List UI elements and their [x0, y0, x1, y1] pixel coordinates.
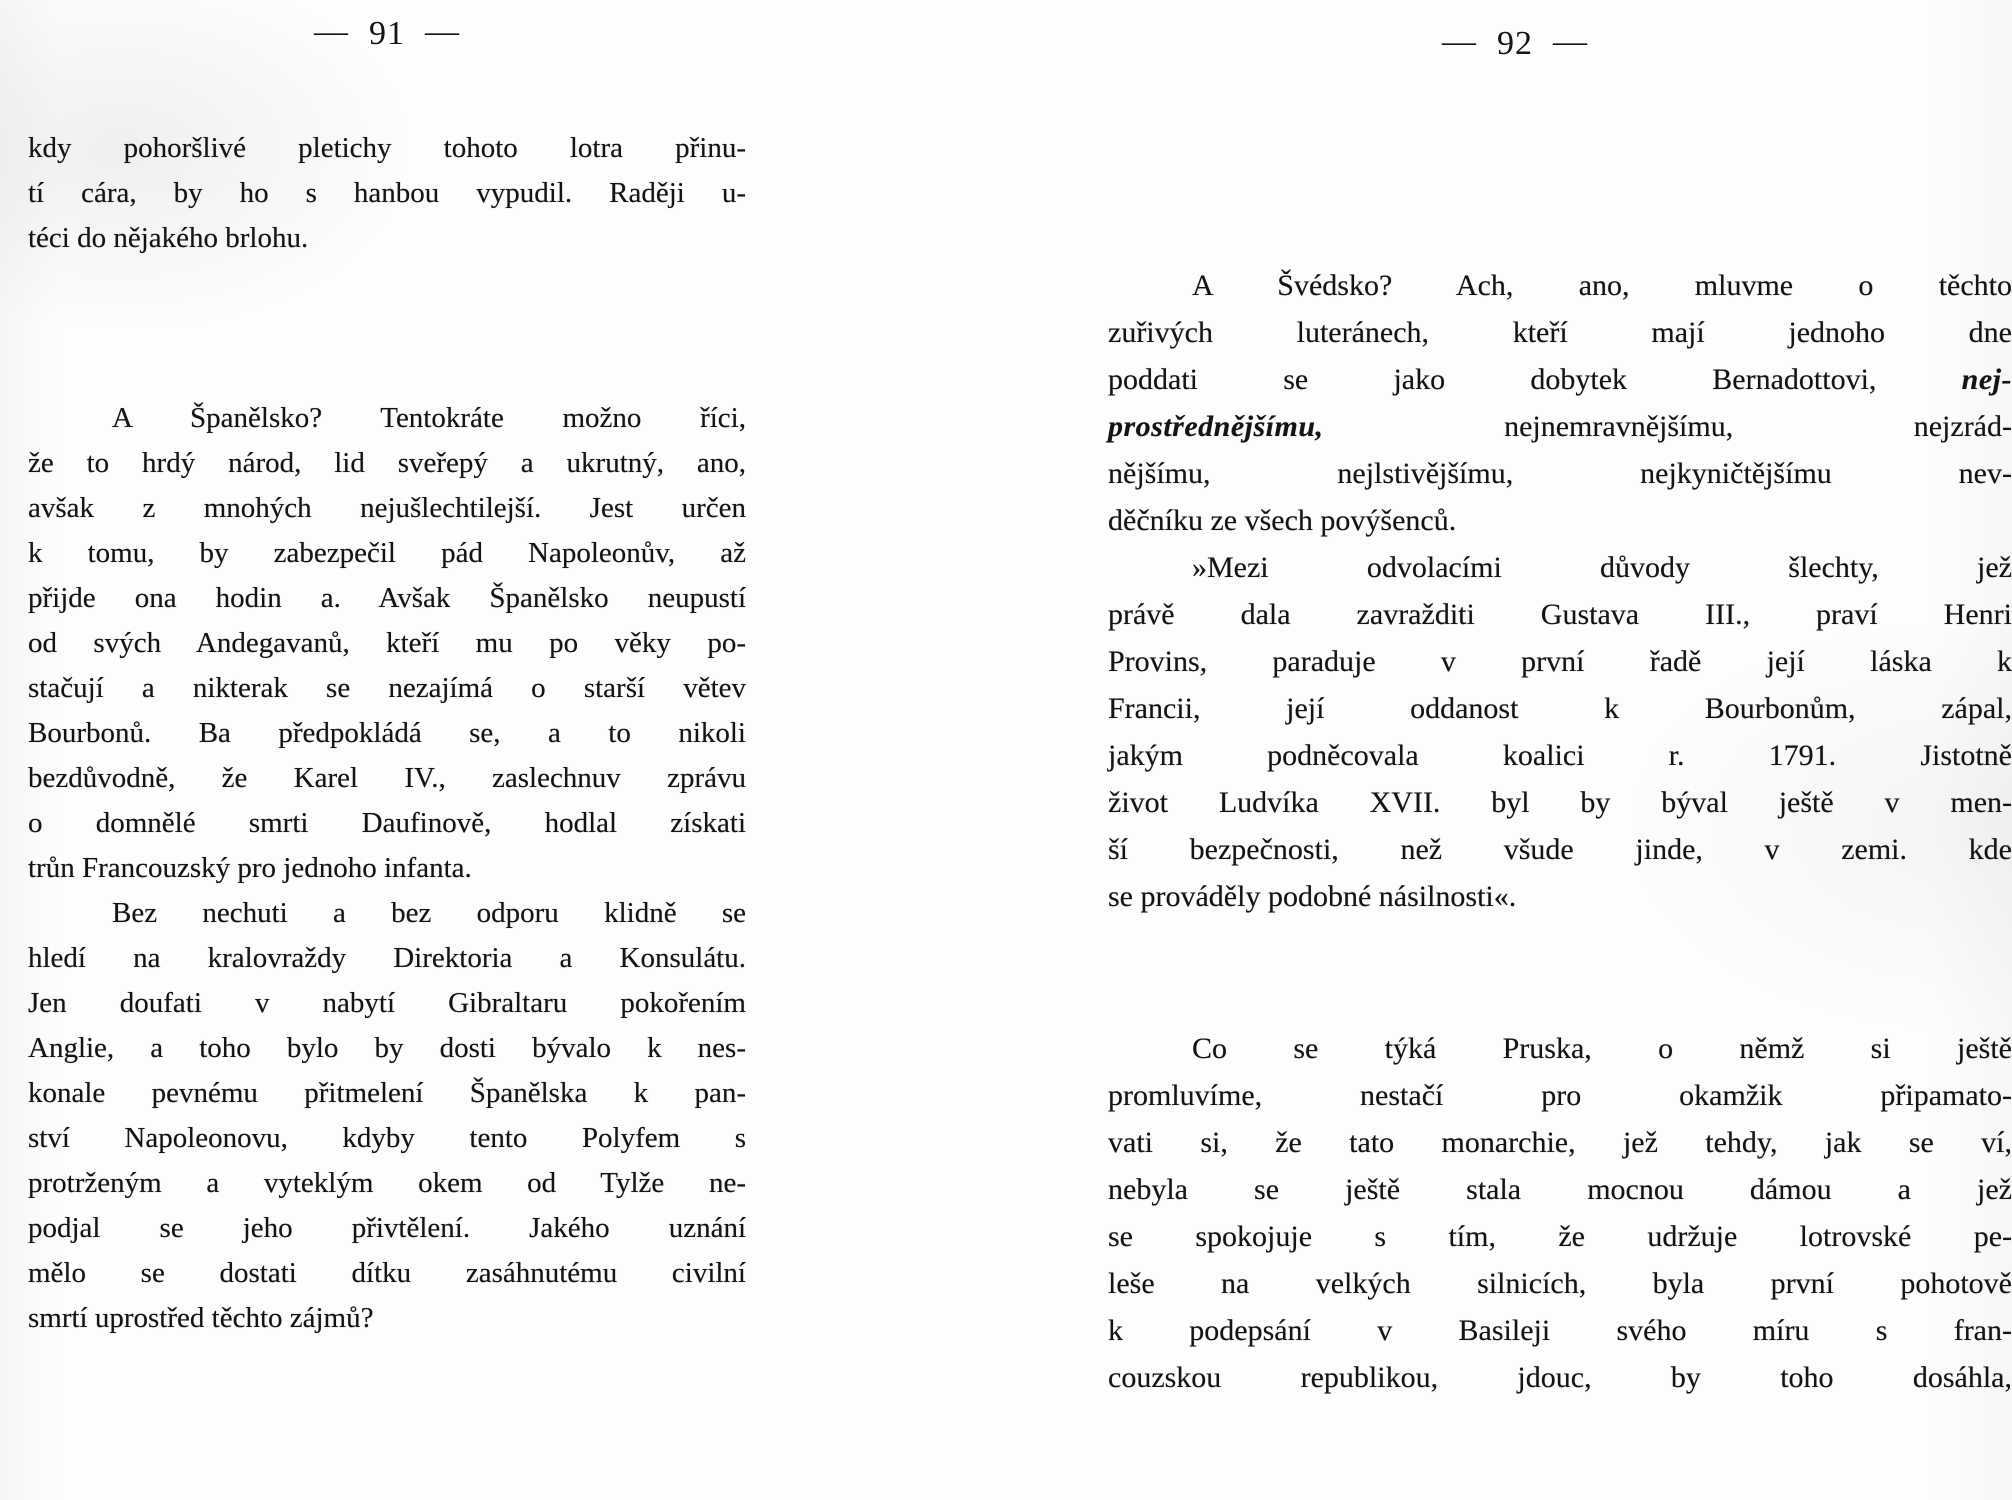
text-line	[1108, 826, 2012, 873]
text-line	[28, 1026, 746, 1071]
text-segment: Anglie, a toho bylo by dosti bývalo k nes-	[28, 1032, 746, 1064]
text-segment: ství Napoleonovu, kdyby tento Polyfem s	[28, 1122, 746, 1154]
text-segment: se spokojuje s tím, že udržuje lotrovské pe-	[1108, 1220, 2012, 1253]
text-line	[28, 441, 746, 486]
text-segment: jakým podněcovala koalici r. 1791. Jistotně	[1108, 739, 2012, 772]
text-line	[28, 891, 746, 936]
text-line	[28, 846, 746, 891]
text-segment: kdy pohoršlivé pletichy tohoto lotra přinu-	[28, 132, 746, 164]
page-number: 91	[369, 15, 405, 52]
text-line	[28, 216, 746, 261]
page-92	[1108, 0, 2012, 1500]
text-segment: život Ludvíka XVII. byl by býval ještě v men-	[1108, 786, 2012, 819]
text-line	[1108, 544, 2012, 591]
text-segment: stačují a nikterak se nezajímá o starší větev	[28, 672, 746, 704]
paragraph	[1108, 544, 2012, 920]
text-segment: Co se týká Pruska, o němž si ještě	[1192, 1032, 2012, 1065]
text-segment: od svých Andegavanů, kteří mu po věky po-	[28, 627, 746, 659]
text-line	[1108, 779, 2012, 826]
text-segment: podjal se jeho přivtělení. Jakého uznání	[28, 1212, 746, 1244]
text-segment: že to hrdý národ, lid sveřepý a ukrutný, ano,	[28, 447, 746, 479]
text-segment: mělo se dostati dítku zasáhnutému civilní	[28, 1257, 746, 1289]
header-dash-right: —	[425, 13, 460, 50]
page-text-column	[1108, 262, 2012, 1401]
text-segment: smrtí uprostřed těchto zájmů?	[28, 1302, 374, 1334]
text-line	[1108, 873, 2012, 920]
text-segment: hledí na kralovraždy Direktoria a Konsulátu.	[28, 942, 746, 974]
text-line	[28, 711, 746, 756]
text-line	[1108, 1072, 2012, 1119]
text-line	[28, 981, 746, 1026]
text-line	[1108, 732, 2012, 779]
text-line	[28, 1161, 746, 1206]
text-line	[28, 1071, 746, 1116]
text-segment: trůn Francouzský pro jednoho infanta.	[28, 852, 472, 884]
header-dash-left: —	[1442, 23, 1477, 60]
text-segment: A Španělsko? Tentokráte možno říci,	[112, 402, 746, 434]
page-header	[28, 12, 746, 56]
text-line	[28, 1296, 746, 1341]
header-dash-right: —	[1553, 23, 1588, 60]
text-segment: protrženým a vyteklým okem od Tylže ne-	[28, 1167, 746, 1199]
emphasized-text: prostřednějšímu,	[1108, 410, 1324, 443]
text-line	[28, 531, 746, 576]
text-line	[28, 171, 746, 216]
text-line	[1108, 591, 2012, 638]
text-segment: Provins, paraduje v první řadě její láska k	[1108, 645, 2012, 678]
text-segment: o domnělé smrti Daufinově, hodlal získati	[28, 807, 746, 839]
text-segment: promluvíme, nestačí pro okamžik připamato-	[1108, 1079, 2012, 1112]
paragraph	[1108, 1025, 2012, 1401]
text-segment: téci do nějakého brlohu.	[28, 222, 309, 254]
text-line	[1108, 309, 2012, 356]
text-line	[28, 801, 746, 846]
text-segment: přijde ona hodin a. Avšak Španělsko neupustí	[28, 582, 746, 614]
page-text-column	[28, 126, 746, 1341]
text-line	[1108, 1166, 2012, 1213]
text-segment: tí cára, by ho s hanbou vypudil. Raději u-	[28, 177, 746, 209]
text-line	[1108, 1354, 2012, 1401]
text-segment: k podepsání v Basileji svého míru s fran-	[1108, 1314, 2012, 1347]
text-line	[1108, 1213, 2012, 1260]
text-segment: se prováděly podobné násilnosti«.	[1108, 880, 1517, 913]
paragraph	[28, 396, 746, 891]
paragraph	[28, 891, 746, 1341]
text-line	[28, 1206, 746, 1251]
page-number: 92	[1497, 25, 1533, 62]
page-91	[28, 0, 746, 1500]
text-line	[1108, 1025, 2012, 1072]
text-line	[28, 576, 746, 621]
text-segment: Bourbonů. Ba předpokládá se, a to nikoli	[28, 717, 746, 749]
text-line	[28, 396, 746, 441]
text-segment: právě dala zavražditi Gustava III., praví Henri	[1108, 598, 2012, 631]
page-header	[1063, 22, 1967, 66]
text-segment: poddati se jako dobytek Bernadottovi,	[1108, 363, 1962, 396]
text-segment: nebyla se ještě stala mocnou dámou a jež	[1108, 1173, 2012, 1206]
text-segment: děčníku ze všech povýšenců.	[1108, 504, 1457, 537]
text-segment: vati si, že tato monarchie, jež tehdy, jak se ví,	[1108, 1126, 2012, 1159]
text-line	[28, 936, 746, 981]
text-segment: ší bezpečnosti, než všude jinde, v zemi. kde	[1108, 833, 2012, 866]
text-line	[1108, 403, 2012, 450]
paragraph	[1108, 262, 2012, 544]
text-line	[1108, 356, 2012, 403]
text-segment: leše na velkých silnicích, byla první pohotově	[1108, 1267, 2012, 1300]
text-line	[1108, 1307, 2012, 1354]
text-segment: Bez nechuti a bez odporu klidně se	[112, 897, 746, 929]
emphasized-text: nej-	[1961, 363, 2012, 396]
text-line	[28, 1116, 746, 1161]
text-line	[1108, 450, 2012, 497]
text-segment: couzskou republikou, jdouc, by toho dosáhla,	[1108, 1361, 2012, 1394]
text-line	[28, 621, 746, 666]
text-segment: A Švédsko? Ach, ano, mluvme o těchto	[1192, 269, 2012, 302]
text-line	[1108, 685, 2012, 732]
text-segment: bezdůvodně, že Karel IV., zaslechnuv zprávu	[28, 762, 746, 794]
text-segment: Jen doufati v nabytí Gibraltaru pokořením	[28, 987, 746, 1019]
text-segment: konale pevnému přitmelení Španělska k pan-	[28, 1077, 746, 1109]
text-segment: »Mezi odvolacími důvody šlechty, jež	[1192, 551, 2012, 584]
text-line	[28, 666, 746, 711]
text-line	[1108, 638, 2012, 685]
text-line	[28, 1251, 746, 1296]
text-segment: Francii, její oddanost k Bourbonům, zápal,	[1108, 692, 2012, 725]
text-segment: nějšímu, nejlstivějšímu, nejkyničtějšímu nev-	[1108, 457, 2012, 490]
paragraph	[28, 126, 746, 261]
text-line	[1108, 1119, 2012, 1166]
header-dash-left: —	[314, 13, 349, 50]
text-line	[1108, 1260, 2012, 1307]
text-segment: k tomu, by zabezpečil pád Napoleonův, až	[28, 537, 746, 569]
text-segment: nejnemravnějšímu, nejzrád-	[1323, 410, 2012, 443]
text-line	[28, 126, 746, 171]
text-segment: zuřivých luteránech, kteří mají jednoho dne	[1108, 316, 2012, 349]
text-line	[28, 756, 746, 801]
text-segment: avšak z mnohých nejušlechtilejší. Jest určen	[28, 492, 746, 524]
text-line	[1108, 262, 2012, 309]
text-line	[1108, 497, 2012, 544]
text-line	[28, 486, 746, 531]
